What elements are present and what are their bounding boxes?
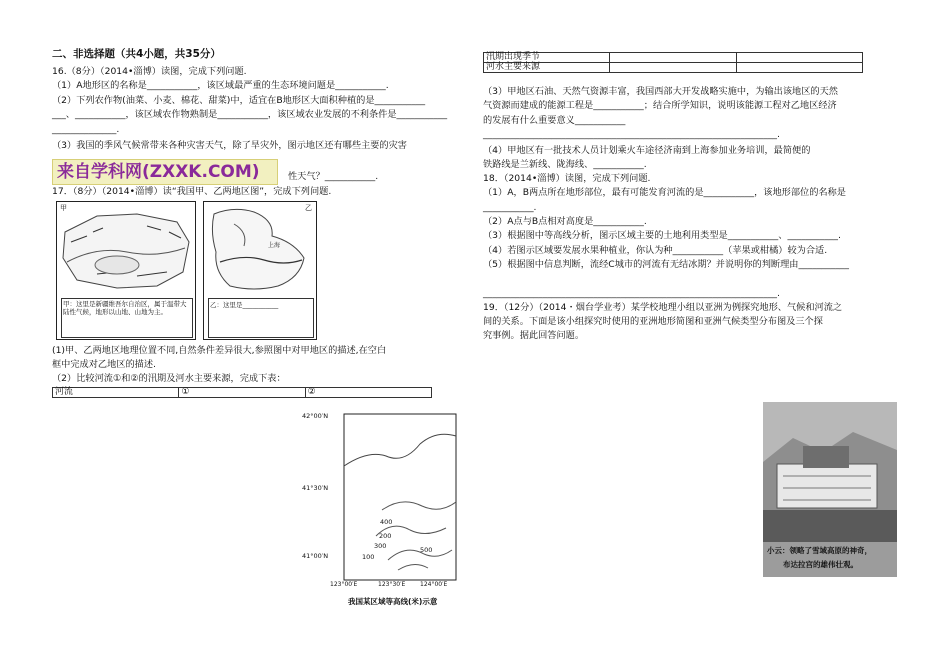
lat-bot: 41°00′N bbox=[302, 552, 329, 560]
lon-left: 123°00′E bbox=[330, 581, 358, 588]
table-cell-answer[interactable] bbox=[736, 53, 862, 63]
q19-line-a: 19．（12分）（2014・烟台学业考）某学校地理小组以亚洲为例探究地形、气候和河流之 bbox=[483, 302, 843, 313]
flood-table bbox=[483, 52, 863, 73]
q17-part1a: (1)甲、乙两地区地理位置不同,自然条件差异很大,参照图中对甲地区的描述,在空白 bbox=[52, 345, 387, 356]
q17-part4a: （4）甲地区有一批技术人员计划乘火车途径济南到上海参加业务培训，最简便的 bbox=[483, 145, 811, 156]
table-cell-answer[interactable] bbox=[736, 63, 862, 73]
q19-line-b: 间的关系。下面是该小组探究时使用的亚洲地形简图和亚洲气候类型分布图及三个探 bbox=[483, 316, 823, 327]
q17-stem: 17．（8分）（2014•淄博）读“我国甲、乙两地区图”，完成下列问题. bbox=[52, 186, 332, 197]
q18-part5b: ________________________________________________________________. bbox=[483, 288, 780, 299]
q16-part3: （3）我国的季风气候常带来各种灾害天气，除了旱灾外，图示地区还有哪些主要的灾害 bbox=[52, 140, 407, 151]
table-row-flood-season: 汛期出现季节 bbox=[484, 53, 610, 63]
potala-photo-drawing bbox=[763, 402, 897, 542]
map-jia-label: 甲 bbox=[60, 204, 67, 212]
q16-part2c: ______________. bbox=[52, 124, 120, 135]
q16-part3b: 性天气？___________. bbox=[288, 171, 379, 182]
section-title: 二、非选择题（共4小题，共35分） bbox=[52, 48, 221, 60]
q17-part3c: 的发展有什么重要意义___________ bbox=[483, 115, 626, 126]
map-yi-place: 上海 bbox=[268, 242, 281, 249]
photo-caption-b: 布达拉宫的雄伟壮观。 bbox=[783, 560, 858, 569]
table-cell-answer[interactable] bbox=[610, 63, 736, 73]
table-cell-river-2: ② bbox=[305, 388, 431, 398]
contour-label: 200 bbox=[379, 532, 392, 540]
contour-label: 500 bbox=[420, 546, 433, 554]
map-yi bbox=[203, 201, 317, 340]
q17-part2: （2）比较河流①和②的汛期及河水主要来源，完成下表： bbox=[52, 373, 286, 384]
q18-part1a: （1）A，B两点所在地形部位，最有可能发育河流的是___________，该地形部位的名称是 bbox=[483, 187, 846, 198]
q18-part3: （3）根据图中等高线分析，图示区域主要的土地利用类型是___________、___________. bbox=[483, 230, 841, 241]
map-yi-label: 乙 bbox=[305, 204, 312, 212]
contour-map-drawing bbox=[302, 410, 462, 590]
q18-stem: 18．（2014•淄博）读图，完成下列问题. bbox=[483, 173, 651, 184]
map-yi-description bbox=[208, 298, 314, 338]
q17-part1b: 框中完成对乙地区的描述. bbox=[52, 359, 156, 370]
lat-top: 42°00′N bbox=[302, 412, 329, 420]
map-jia-drawing bbox=[57, 202, 195, 297]
river-table-head bbox=[52, 387, 432, 398]
map-jia bbox=[56, 201, 196, 340]
potala-photo bbox=[763, 402, 897, 577]
q16-stem: 16.（8分）（2014•淄博）读图，完成下列问题. bbox=[52, 66, 247, 77]
contour-label: 300 bbox=[374, 542, 387, 550]
map-yi-drawing bbox=[204, 202, 316, 297]
table-cell-river: 河流 bbox=[53, 388, 179, 398]
contour-label: 400 bbox=[380, 518, 393, 526]
contour-label: 100 bbox=[362, 553, 375, 561]
q17-part3a: （3）甲地区石油、天然气资源丰富，我国西部大开发战略实施中，为输出该地区的天然 bbox=[483, 86, 838, 97]
q17-part4b: 铁路线是兰新线、陇海线、___________. bbox=[483, 159, 647, 170]
contour-map-caption: 我国某区域等高线(米)示意 bbox=[348, 597, 438, 606]
q18-part5a: （5）根据图中信息判断，流经C城市的河流有无结冰期？并说明你的判断理由___________ bbox=[483, 259, 849, 270]
q17-part3d: ________________________________________________________________. bbox=[483, 129, 780, 140]
q18-part4: （4）若图示区域要发展水果种植业，你认为种___________（苹果或柑橘）较为合适. bbox=[483, 245, 828, 256]
table-cell-river-1: ① bbox=[179, 388, 305, 398]
q17-part3b: 气资源而建成的能源工程是___________；结合所学知识，说明该能源工程对乙地区经济 bbox=[483, 100, 837, 111]
lat-mid: 41°30′N bbox=[302, 484, 329, 492]
q16-part2a: （2）下列农作物(油菜、小麦、棉花、甜菜)中，适宜在B地形区大面积种植的是___________ bbox=[52, 95, 426, 106]
q18-part1b: ___________. bbox=[483, 202, 537, 213]
map-jia-description: 甲：这里是新疆维吾尔自治区，属于温带大陆性气候，地形以山地、山地为主。 bbox=[61, 298, 193, 338]
q16-part2b: ___、___________，该区域农作物熟制是___________，该区域农业发展的不利条件是___________ bbox=[52, 109, 448, 120]
q18-part2: （2）A点与B点相对高度是___________. bbox=[483, 216, 647, 227]
watermark-logo: 来自学科网(ZXXK.COM) bbox=[52, 159, 278, 185]
table-row-water-source: 河水主要来源 bbox=[484, 63, 610, 73]
lon-mid: 123°30′E bbox=[378, 581, 406, 588]
table-cell-answer[interactable] bbox=[610, 53, 736, 63]
q19-line-c: 究事例。据此回答问题。 bbox=[483, 330, 585, 341]
q16-part1: （1）A地形区的名称是___________，该区域最严重的生态环境问题是___________. bbox=[52, 80, 389, 91]
photo-caption-a: 小云：领略了雪域高原的神奇， bbox=[767, 546, 872, 555]
lon-right: 124°00′E bbox=[420, 581, 448, 588]
map-yi-blank: 乙：这里是___________ bbox=[210, 301, 279, 309]
contour-map bbox=[302, 410, 462, 610]
